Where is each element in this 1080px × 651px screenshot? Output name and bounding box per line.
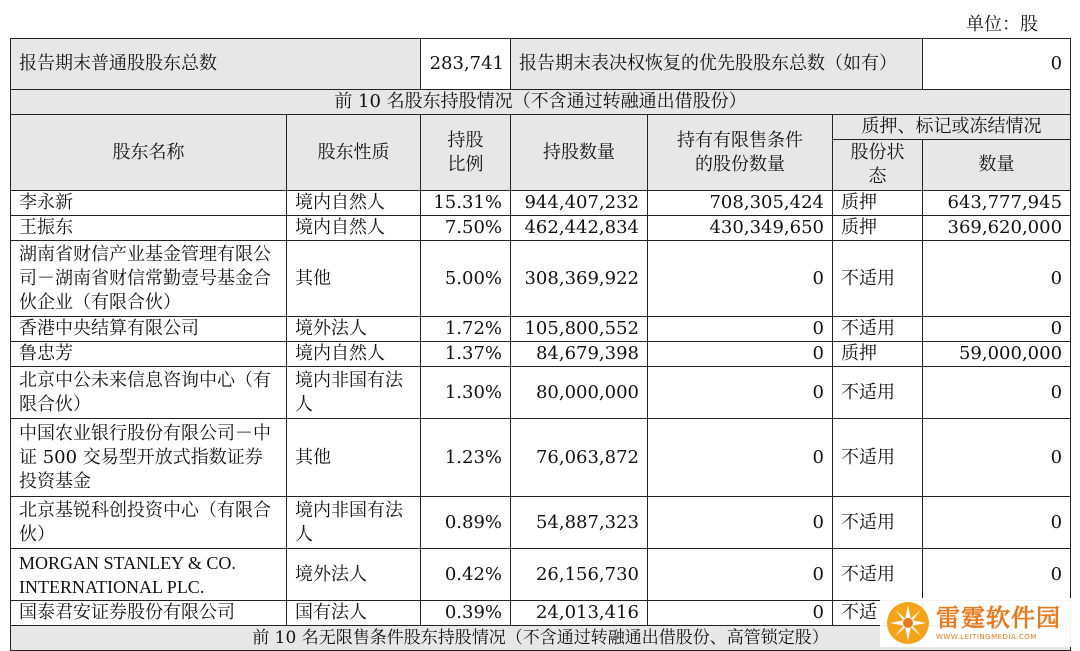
header-nature: 股东性质 — [287, 115, 421, 191]
row-nature: 国有法人 — [287, 601, 421, 626]
row-restricted: 0 — [648, 601, 833, 626]
table-row — [11, 367, 1071, 419]
row-qty: 0 — [923, 241, 1071, 317]
row-nature: 其他 — [287, 419, 421, 497]
common-holders-value: 283,741 — [421, 39, 511, 90]
row-status: 质押 — [833, 191, 923, 216]
row-restricted: 0 — [648, 497, 833, 549]
row-nature: 境内自然人 — [287, 216, 421, 241]
row-status: 不适用 — [833, 549, 923, 601]
row-nature: 境外法人 — [287, 549, 421, 601]
row-qty: 0 — [923, 497, 1071, 549]
row-restricted: 0 — [648, 549, 833, 601]
row-restricted: 0 — [648, 342, 833, 367]
row-name: 王振东 — [11, 216, 287, 241]
row-shares: 54,887,323 — [511, 497, 648, 549]
preferred-holders-label: 报告期末表决权恢复的优先股股东总数（如有） — [511, 39, 923, 90]
row-ratio: 5.00% — [421, 241, 511, 317]
header-shares: 持股数量 — [511, 115, 648, 191]
row-shares: 105,800,552 — [511, 317, 648, 342]
row-restricted: 430,349,650 — [648, 216, 833, 241]
row-status: 不适用 — [833, 497, 923, 549]
row-name: 李永新 — [11, 191, 287, 216]
row-shares: 462,442,834 — [511, 216, 648, 241]
row-qty: 0 — [923, 317, 1071, 342]
cut-off-section-title: 前 10 名无限售条件股东持股情况（不含通过转融通出借股份、高管锁定股） — [11, 626, 1071, 651]
row-shares: 944,407,232 — [511, 191, 648, 216]
table-row — [11, 497, 1071, 549]
row-shares: 76,063,872 — [511, 419, 648, 497]
summary-row — [11, 39, 1071, 90]
row-shares: 26,156,730 — [511, 549, 648, 601]
watermark-name: 雷霆软件园 — [936, 603, 1061, 632]
row-restricted: 0 — [648, 367, 833, 419]
row-status: 不适用 — [833, 367, 923, 419]
row-status: 不适用 — [833, 241, 923, 317]
common-holders-label: 报告期末普通股股东总数 — [11, 39, 421, 90]
preferred-holders-value: 0 — [923, 39, 1071, 90]
row-name: MORGAN STANLEY & CO. INTERNATIONAL PLC. — [11, 549, 287, 601]
row-nature: 境内自然人 — [287, 342, 421, 367]
row-ratio: 0.42% — [421, 549, 511, 601]
row-shares: 80,000,000 — [511, 367, 648, 419]
table-row — [11, 216, 1071, 241]
row-nature: 境内自然人 — [287, 191, 421, 216]
row-restricted: 0 — [648, 241, 833, 317]
header-pledge-qty: 数量 — [923, 140, 1071, 191]
row-name: 国泰君安证券股份有限公司 — [11, 601, 287, 626]
table-row — [11, 241, 1071, 317]
row-qty: 369,620,000 — [923, 216, 1071, 241]
row-qty: 643,777,945 — [923, 191, 1071, 216]
row-qty: 0 — [923, 367, 1071, 419]
row-restricted: 0 — [648, 317, 833, 342]
header-pledge-status: 股份状态 — [833, 140, 923, 191]
shareholder-table — [10, 38, 1071, 651]
table-row — [11, 342, 1071, 367]
row-status: 不适用 — [833, 317, 923, 342]
row-nature: 境外法人 — [287, 317, 421, 342]
watermark-url: WWW.LEITINGMEDIA.COM — [936, 632, 1037, 641]
row-status: 质押 — [833, 342, 923, 367]
row-restricted: 0 — [648, 419, 833, 497]
row-qty: 0 — [923, 419, 1071, 497]
section-title: 前 10 名股东持股情况（不含通过转融通出借股份） — [11, 90, 1071, 115]
row-name: 中国农业银行股份有限公司－中证 500 交易型开放式指数证券投资基金 — [11, 419, 287, 497]
row-name: 北京基锐科创投资中心（有限合伙） — [11, 497, 287, 549]
header-ratio: 持股比例 — [421, 115, 511, 191]
row-status: 不适 — [833, 601, 923, 626]
row-shares: 308,369,922 — [511, 241, 648, 317]
table-row — [11, 549, 1071, 601]
header-restricted: 持有有限售条件的股份数量 — [648, 115, 833, 191]
header-pledge-group: 质押、标记或冻结情况 — [833, 115, 1071, 140]
row-ratio: 0.89% — [421, 497, 511, 549]
row-name: 鲁忠芳 — [11, 342, 287, 367]
section-title-row — [11, 90, 1071, 115]
row-ratio: 1.30% — [421, 367, 511, 419]
header-name: 股东名称 — [11, 115, 287, 191]
column-header-row — [11, 115, 1071, 140]
table-row — [11, 191, 1071, 216]
row-qty: 0 — [923, 549, 1071, 601]
row-status: 不适用 — [833, 419, 923, 497]
row-ratio: 7.50% — [421, 216, 511, 241]
row-nature: 境内非国有法人 — [287, 367, 421, 419]
row-restricted: 708,305,424 — [648, 191, 833, 216]
watermark — [880, 598, 1080, 647]
row-shares: 24,013,416 — [511, 601, 648, 626]
row-name: 湖南省财信产业基金管理有限公司－湖南省财信常勤壹号基金合伙企业（有限合伙） — [11, 241, 287, 317]
row-ratio: 1.23% — [421, 419, 511, 497]
row-name: 香港中央结算有限公司 — [11, 317, 287, 342]
row-ratio: 1.72% — [421, 317, 511, 342]
row-nature: 其他 — [287, 241, 421, 317]
watermark-logo-icon — [886, 601, 930, 645]
row-name: 北京中公未来信息咨询中心（有限合伙） — [11, 367, 287, 419]
row-ratio: 0.39% — [421, 601, 511, 626]
row-status: 质押 — [833, 216, 923, 241]
table-row — [11, 419, 1071, 497]
row-nature: 境内非国有法人 — [287, 497, 421, 549]
table-row — [11, 317, 1071, 342]
row-ratio: 1.37% — [421, 342, 511, 367]
row-shares: 84,679,398 — [511, 342, 648, 367]
row-ratio: 15.31% — [421, 191, 511, 216]
unit-label: 单位：股 — [966, 14, 1038, 35]
row-qty: 59,000,000 — [923, 342, 1071, 367]
